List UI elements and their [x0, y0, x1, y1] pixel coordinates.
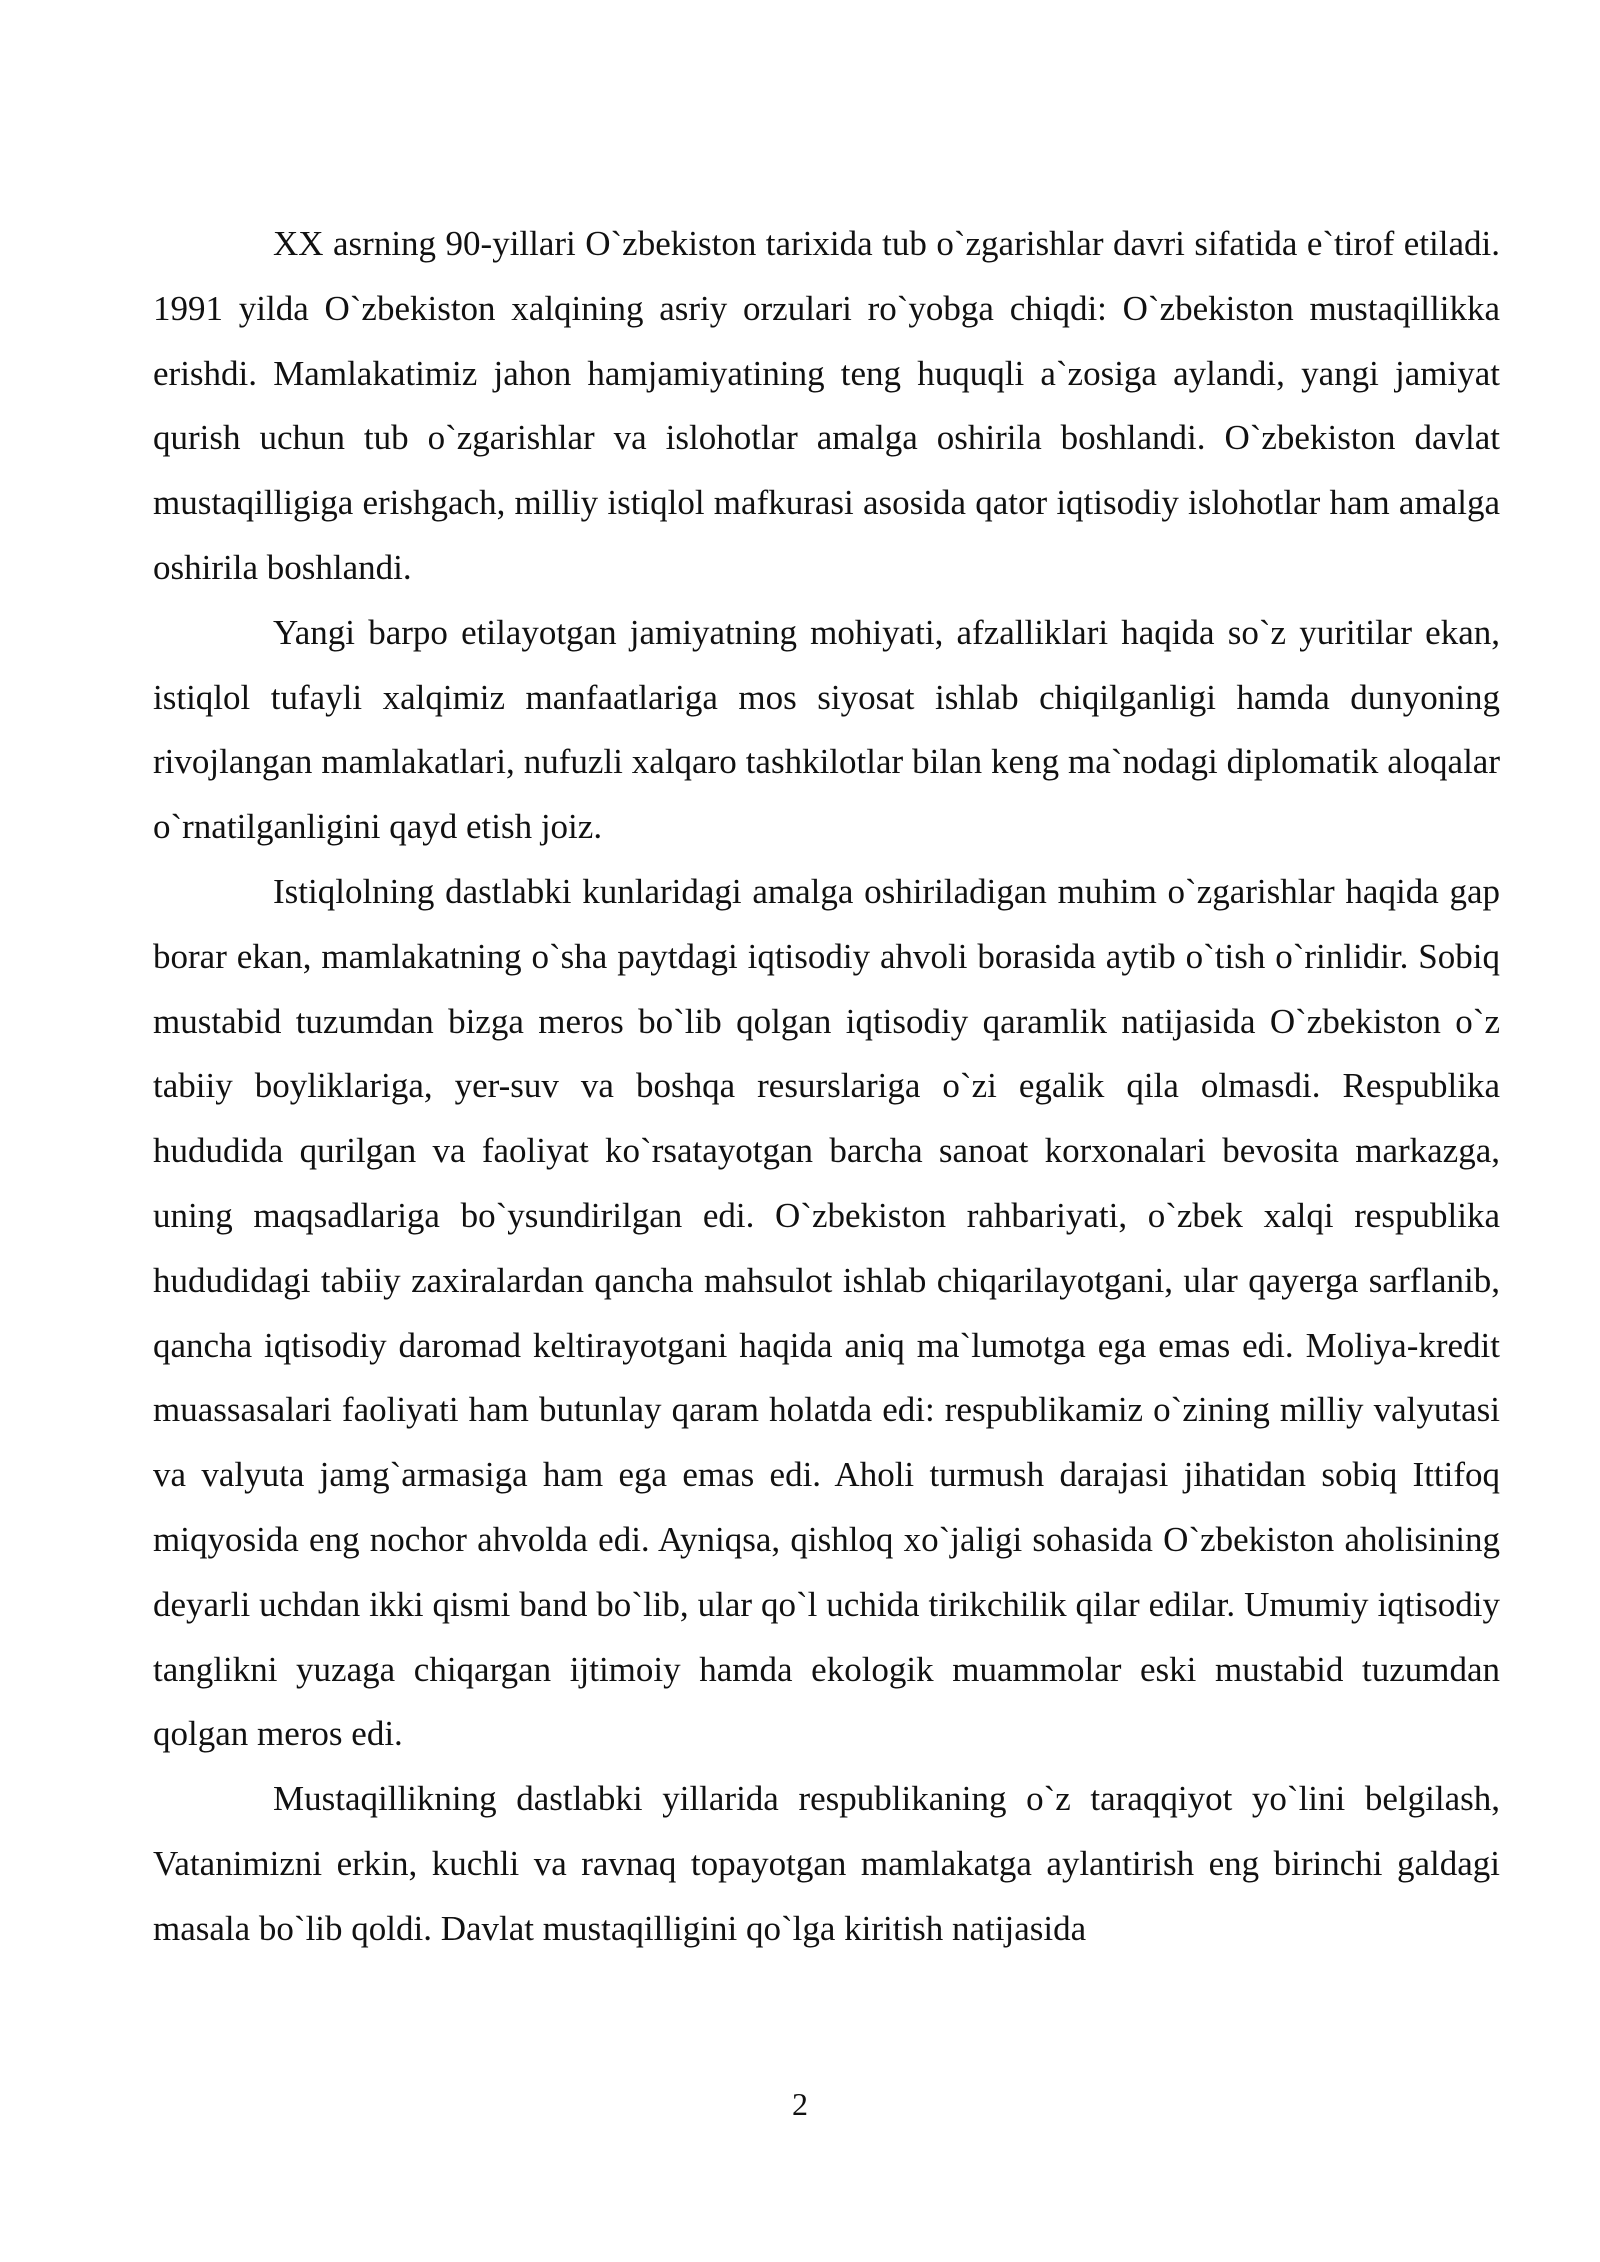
paragraph-2: Yangi barpo etilayotgan jamiyatning mohiyati, afzalliklari haqida so`z yuritilar ekan, istiqlol tufayli xalqimiz manfaatlariga mos siyosat ishlab chiqilganligi hamda dunyoning rivojlangan mamlakatlari, nufuzli xalqaro tashkilotlar bilan keng ma`nodagi diplomatik aloqalar o`rnatilganligini qayd etish joiz.: [153, 612, 1500, 847]
page-number: 2: [792, 2086, 808, 2122]
paragraph-3: Istiqlolning dastlabki kunlaridagi amalga oshiriladigan muhim o`zgarishlar haqida gap borar ekan, mamlakatning o`sha paytdagi iqtisodiy ahvoli borasida aytib o`tish o`rinlidir. Sobiq mustabid tuzumdan bizga meros bo`lib qolgan iqtisodiy qaramlik natijasida O`zbekiston o`z tabiiy boyliklariga, yer-suv va boshqa resurslariga o`zi egalik qila olmasdi. Respublika hududida qurilgan va faoliyat ko`rsatayotgan barcha sanoat korxonalari bevosita markazga, uning maqsadlariga bo`ysundirilgan edi. O`zbekiston rahbariyati, o`zbek xalqi respublika hududidagi tabiiy zaxiralardan qancha mahsulot ishlab chiqarilayotgani, ular qayerga sarflanib, qancha iqtisodiy daromad keltirayotgani haqida aniq ma`lumotga ega emas edi. Moliya-kredit muassasalari faoliyati ham butunlay qaram holatda edi: respublikamiz o`zining milliy valyutasi va valyuta jamg`armasiga ham ega emas edi. Aholi turmush darajasi jihatidan sobiq Ittifoq miqyosida eng nochor ahvolda edi. Ayniqsa, qishloq xo`jaligi sohasida O`zbekiston aholisining deyarli uchdan ikki qismi band bo`lib, ular qo`l uchida tirikchilik qilar edilar. Umumiy iqtisodiy tanglikni yuzaga chiqargan ijtimoiy hamda ekologik muammolar eski mustabid tuzumdan qolgan meros edi.: [153, 871, 1500, 1754]
body-text: [153, 212, 1500, 1962]
paragraph-4: Mustaqillikning dastlabki yillarida respublikaning o`z taraqqiyot yo`lini belgilash, Vatanimizni erkin, kuchli va ravnaq topayotgan mamlakatga aylantirish eng birinchi galdagi masala bo`lib qoldi. Davlat mustaqilligini qo`lga kiritish natijasida: [153, 1779, 1500, 1948]
paragraph-1: XX asrning 90-yillari O`zbekiston tarixida tub o`zgarishlar davri sifatida e`tirof etiladi. 1991 yilda O`zbekiston xalqining asriy orzulari ro`yobga chiqdi: O`zbekiston mustaqillikka erishdi. Mamlakatimiz jahon hamjamiyatining teng huquqli a`zosiga aylandi, yangi jamiyat qurish uchun tub o`zgarishlar va islohotlar amalga oshirila boshlandi. O`zbekiston davlat mustaqilligiga erishgach, milliy istiqlol mafkurasi asosida qator iqtisodiy islohotlar ham amalga oshirila boshlandi.: [153, 224, 1500, 587]
